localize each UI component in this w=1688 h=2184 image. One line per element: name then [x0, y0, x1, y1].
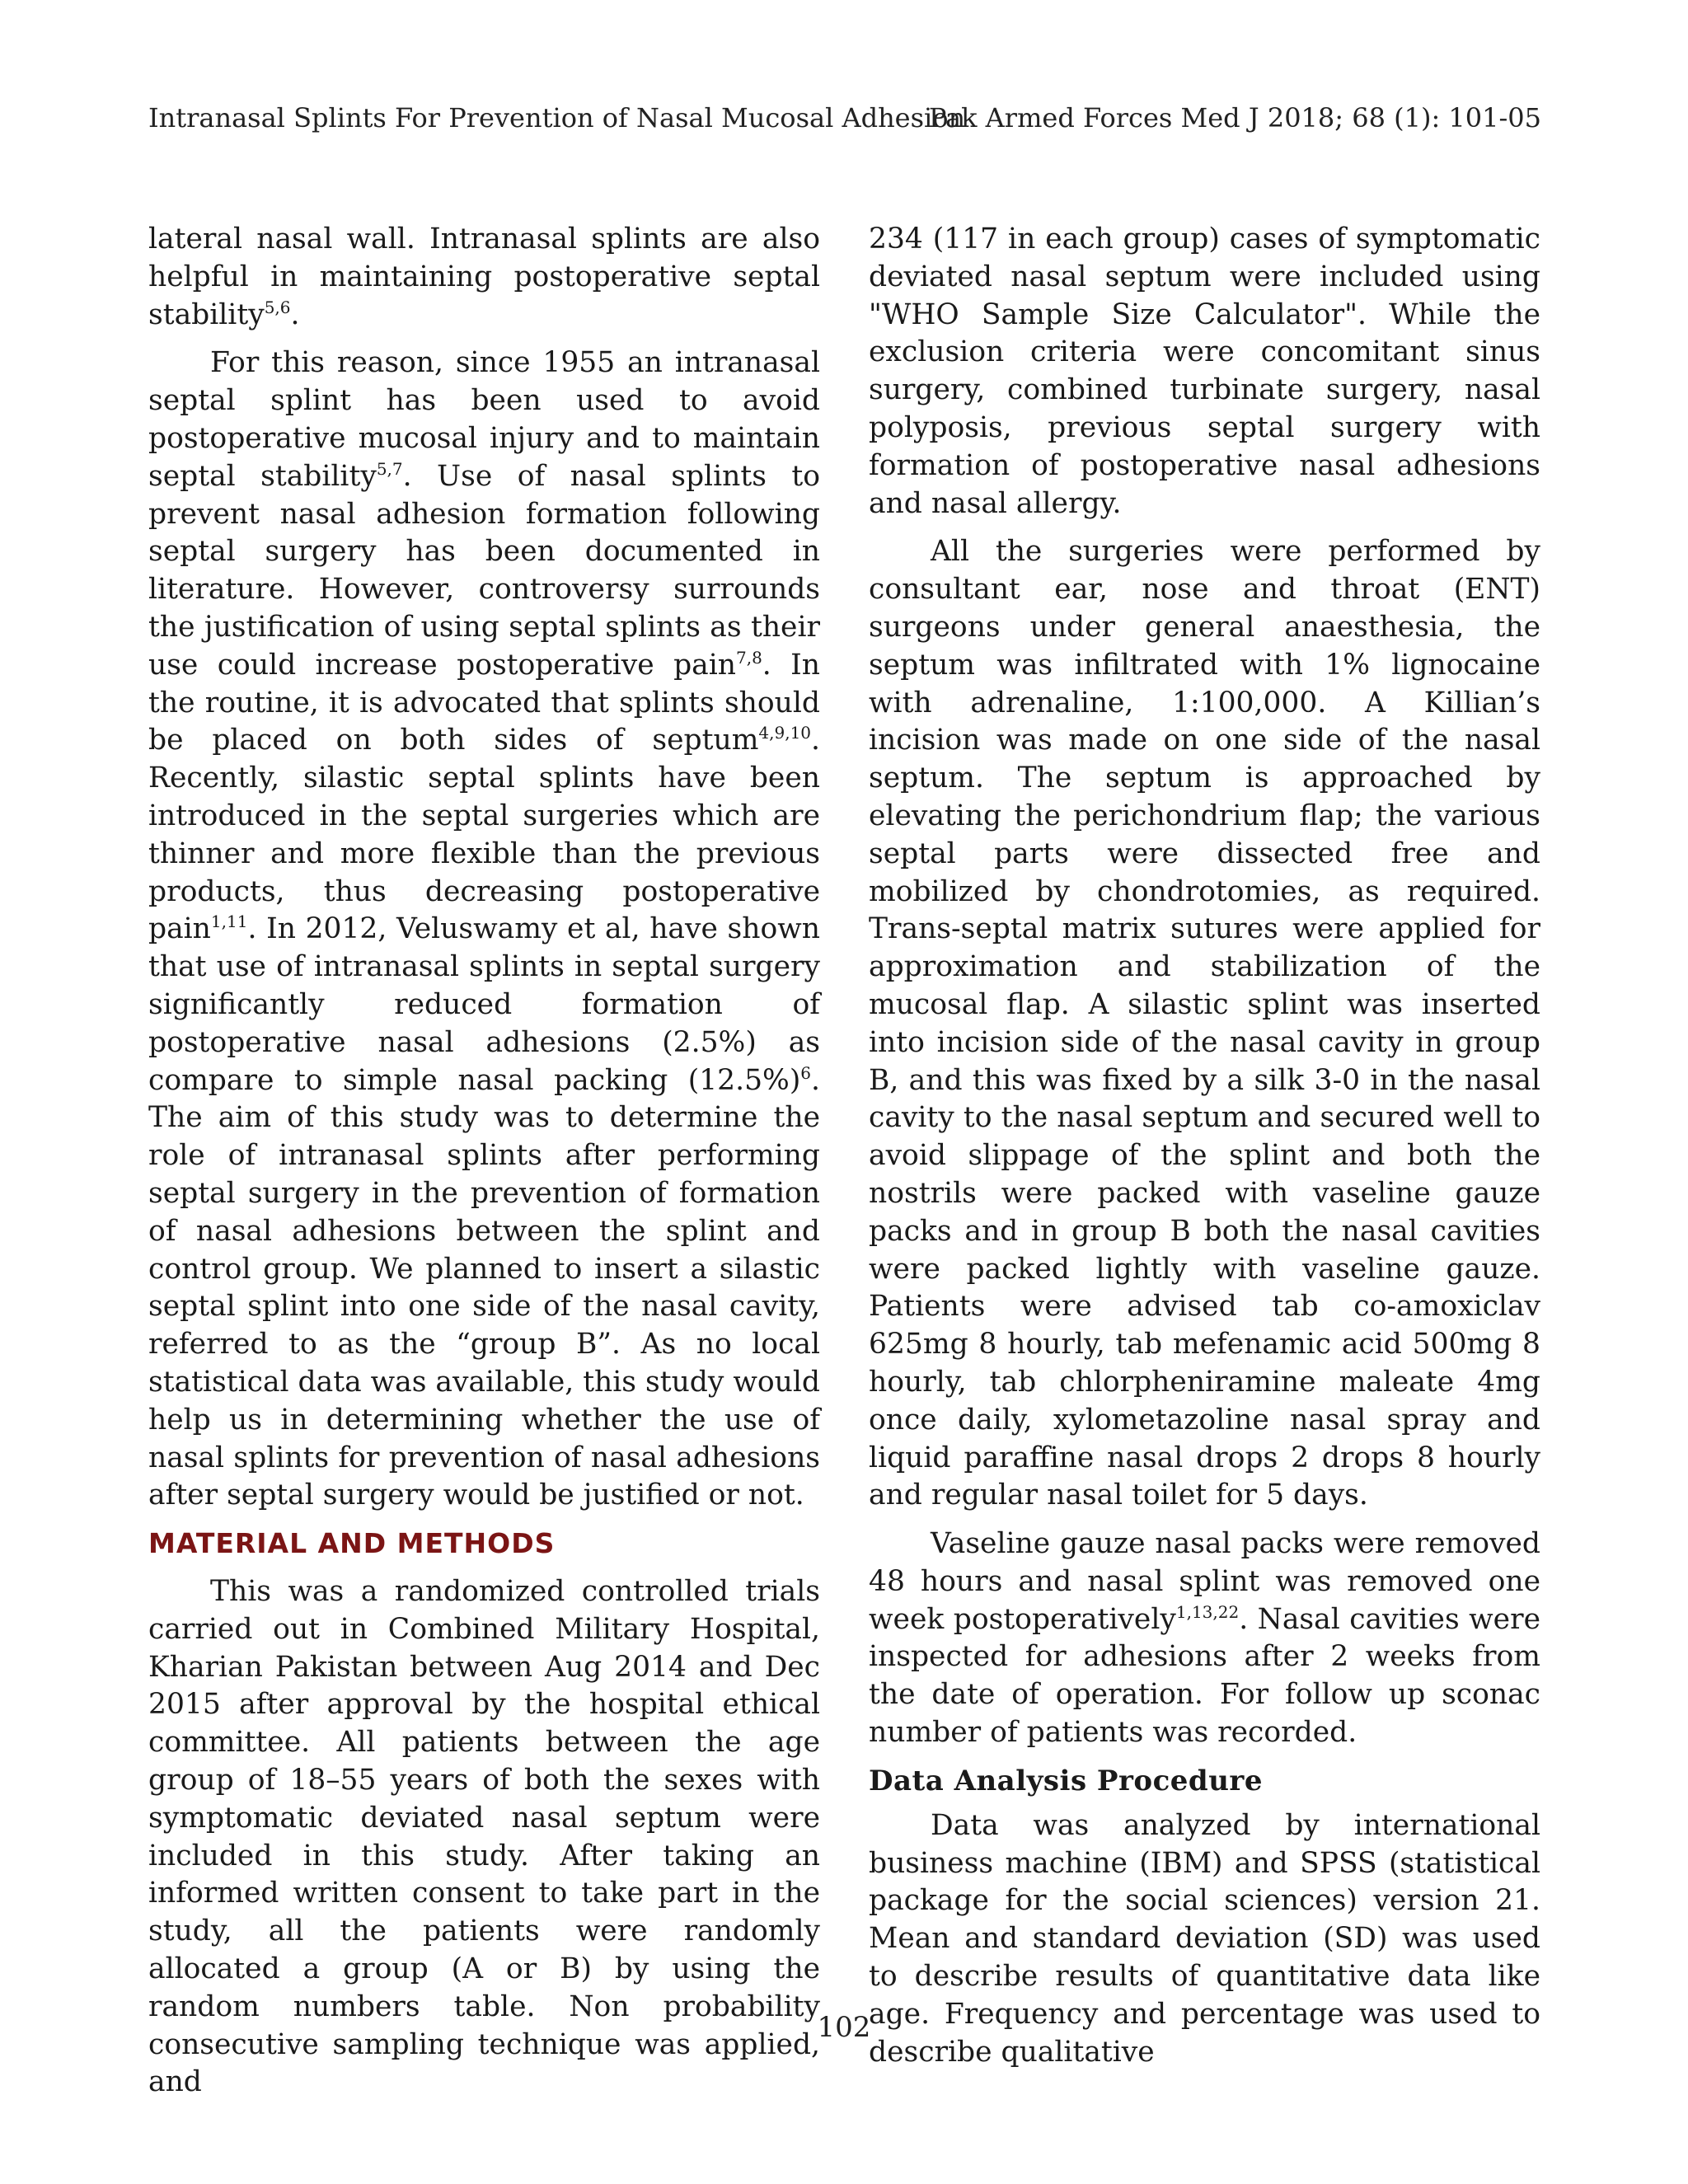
running-header [148, 97, 1541, 138]
paragraph-sample-size: 234 (117 in each group) cases of symptomatic deviated nasal septum were included using "WHO Sample Size Calculator". While the exclusion criteria were concomitant sinus surgery, combined turbinate surgery, nasal polyposis, previous septal surgery with formation of postoperative nasal adhesions and nasal allergy. [869, 223, 1540, 520]
paragraph-follow-up: Vaseline gauze nasal packs were removed 48 hours and nasal splint was removed one week postoperatively$^{1,13,22}$. Nasal cavities were inspected for adhesions after 2 weeks from the date of operation. For follow up sconac number of patients was recorded. [869, 1527, 1540, 1750]
citation-ref: 5,6 [264, 297, 291, 317]
right-column [869, 221, 1540, 2082]
paragraph-septal-stability: lateral nasal wall. Intranasal splints are also helpful in maintaining postoperative septal stability$^{5,6}$. [148, 223, 820, 331]
citation-ref: 7,8 [735, 647, 762, 668]
citation-ref: 6 [800, 1062, 812, 1083]
left-column [148, 221, 820, 2112]
section-heading-methods: MATERIAL AND METHODS [148, 1527, 556, 1560]
citation-ref: 1,13,22 [1175, 1601, 1240, 1622]
header-article-title: Intranasal Splints For Prevention of Nasal Mucosal Adhesion [148, 102, 966, 134]
citation-ref: 4,9,10 [758, 723, 812, 743]
page-number: 102 [817, 2011, 871, 2044]
paragraph-data-analysis: Data was analyzed by international business machine (IBM) and SPSS (statistical package for the social sciences) version 21. Mean and standard deviation (SD) was used to describe results of quantitative data like age. Frequency and percentage was used to describe qualitative [869, 1808, 1540, 2069]
header-journal-citation: Pak Armed Forces Med J 2018; 68 (1): 101-05 [928, 102, 1541, 134]
paragraph-study-design: This was a randomized controlled trials carried out in Combined Military Hospital, Kharian Pakistan between Aug 2014 and Dec 2015 after approval by the hospital ethical committee. All patients between the age group of 18–55 years of both the sexes with symptomatic deviated nasal septum were included in this study. After taking an informed written consent to take part in the study, all the patients were randomly allocated a group (A or B) by using the random numbers table. Non probability consecutive sampling technique was applied, and [148, 1575, 820, 2099]
paragraph-background: For this reason, since 1955 an intranasal septal splint has been used to avoid postoperative mucosal injury and to maintain septal stability$^{5,7}$. Use of nasal splints to prevent nasal adhesion formation following septal surgery has been documented in literature. However, controversy surrounds the justification of using septal splints as their use could increase postoperative pain$^{7,8}$. In the routine, it is advocated that splints should be placed on both sides of septum$^{4,9,10}$. Recently, silastic septal splints have been introduced in the septal surgeries which are thinner and more flexible than the previous products, thus decreasing postoperative pain$^{1,11}$. In 2012, Veluswamy et al, have shown that use of intranasal splints in septal surgery significantly reduced formation of postoperative nasal adhesions (2.5%) as compare to simple nasal packing $(12.5\%)^6$. The aim of this study was to determine the role of intranasal splints after performing septal surgery in the prevention of formation of nasal adhesions between the splint and control group. We planned to insert a silastic septal splint into one side of the nasal cavity, referred to as the “group B”. As no local statistical data was available, this study would help us in determining whether the use of nasal splints for prevention of nasal adhesions after septal surgery would be justified or not. [148, 346, 820, 1512]
subheading-data-analysis: Data Analysis Procedure [869, 1764, 1263, 1797]
paragraph-surgical-procedure: All the surgeries were performed by consultant ear, nose and throat (ENT) surgeons under general anaesthesia, the septum was infiltrated with 1% lignocaine with adrenaline, 1:100,000. A Killian’s incision was made on one side of the nasal septum. The septum is approached by elevating the perichondrium flap; the various septal parts were dissected free and mobilized by chondrotomies, as required. Trans-septal matrix sutures were applied for approximation and stabilization of the mucosal flap. A silastic splint was inserted into incision side of the nasal cavity in group B, and this was fixed by a silk 3-0 in the nasal cavity to the nasal septum and secured well to avoid slippage of the splint and both the nostrils were packed with vaseline gauze packs and in group B both the nasal cavities were packed lightly with vaseline gauze. Patients were advised tab co-amoxiclav 625mg 8 hourly, tab mefenamic acid 500mg 8 hourly, tab chlorpheniramine maleate 4mg once daily, xylometazoline nasal spray and liquid paraffine nasal drops 2 drops 8 hourly and regular nasal toilet for 5 days. [869, 535, 1540, 1512]
citation-ref: 5,7 [376, 458, 403, 479]
citation-ref: 1,11 [210, 912, 248, 932]
